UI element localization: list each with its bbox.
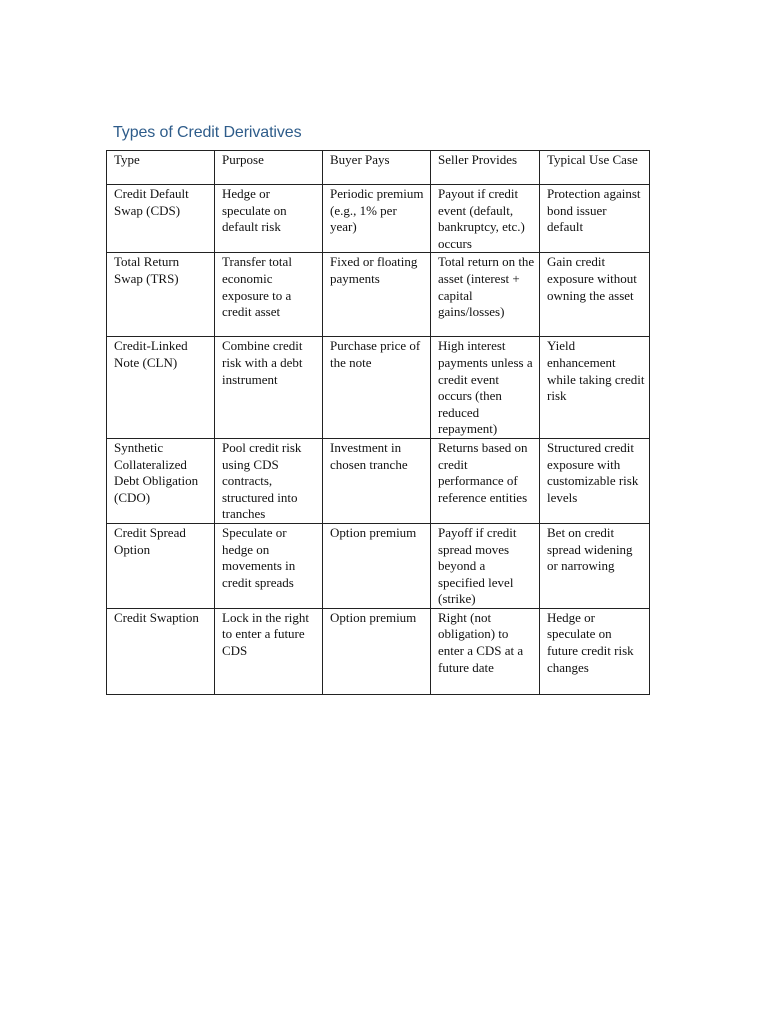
header-cell: Seller Provides <box>431 151 540 185</box>
table-cell: Periodic premium (e.g., 1% per year) <box>323 185 431 253</box>
table-cell: Pool credit risk using CDS contracts, structured into tranches <box>215 438 323 523</box>
header-cell: Purpose <box>215 151 323 185</box>
table-cell: Investment in chosen tranche <box>323 438 431 523</box>
table-cell: Payoff if credit spread moves beyond a specified level (strike) <box>431 523 540 608</box>
table-cell: Option premium <box>323 608 431 694</box>
table-cell: Structured credit exposure with customizable risk levels <box>540 438 650 523</box>
table-cell: Purchase price of the note <box>323 337 431 439</box>
table-row <box>107 185 650 253</box>
table-cell: Transfer total economic exposure to a credit asset <box>215 253 323 337</box>
table-cell: Total Return Swap (TRS) <box>107 253 215 337</box>
table-cell: Option premium <box>323 523 431 608</box>
table-cell: Combine credit risk with a debt instrument <box>215 337 323 439</box>
header-cell: Typical Use Case <box>540 151 650 185</box>
credit-derivatives-table <box>106 150 650 695</box>
table-cell: Hedge or speculate on default risk <box>215 185 323 253</box>
header-cell: Type <box>107 151 215 185</box>
table-cell: Protection against bond issuer default <box>540 185 650 253</box>
table-row <box>107 253 650 337</box>
table-cell: Credit-Linked Note (CLN) <box>107 337 215 439</box>
table-cell: Total return on the asset (interest + capital gains/losses) <box>431 253 540 337</box>
table-cell: Right (not obligation) to enter a CDS at a future date <box>431 608 540 694</box>
table-cell: Lock in the right to enter a future CDS <box>215 608 323 694</box>
table-cell: Hedge or speculate on future credit risk changes <box>540 608 650 694</box>
document-title: Types of Credit Derivatives <box>113 124 302 141</box>
table-row <box>107 337 650 439</box>
header-cell: Buyer Pays <box>323 151 431 185</box>
table-row <box>107 523 650 608</box>
table-cell: Bet on credit spread widening or narrowing <box>540 523 650 608</box>
table-cell: Credit Swaption <box>107 608 215 694</box>
table-cell: Synthetic Collateralized Debt Obligation (CDO) <box>107 438 215 523</box>
table-cell: Credit Spread Option <box>107 523 215 608</box>
table-cell: Speculate or hedge on movements in credit spreads <box>215 523 323 608</box>
table-cell: Payout if credit event (default, bankruptcy, etc.) occurs <box>431 185 540 253</box>
table-cell: High interest payments unless a credit event occurs (then reduced repayment) <box>431 337 540 439</box>
table-header-row <box>107 151 650 185</box>
table-row <box>107 608 650 694</box>
table-cell: Fixed or floating payments <box>323 253 431 337</box>
table-cell: Credit Default Swap (CDS) <box>107 185 215 253</box>
table-cell: Returns based on credit performance of reference entities <box>431 438 540 523</box>
table-row <box>107 438 650 523</box>
table-cell: Gain credit exposure without owning the asset <box>540 253 650 337</box>
table-cell: Yield enhancement while taking credit risk <box>540 337 650 439</box>
